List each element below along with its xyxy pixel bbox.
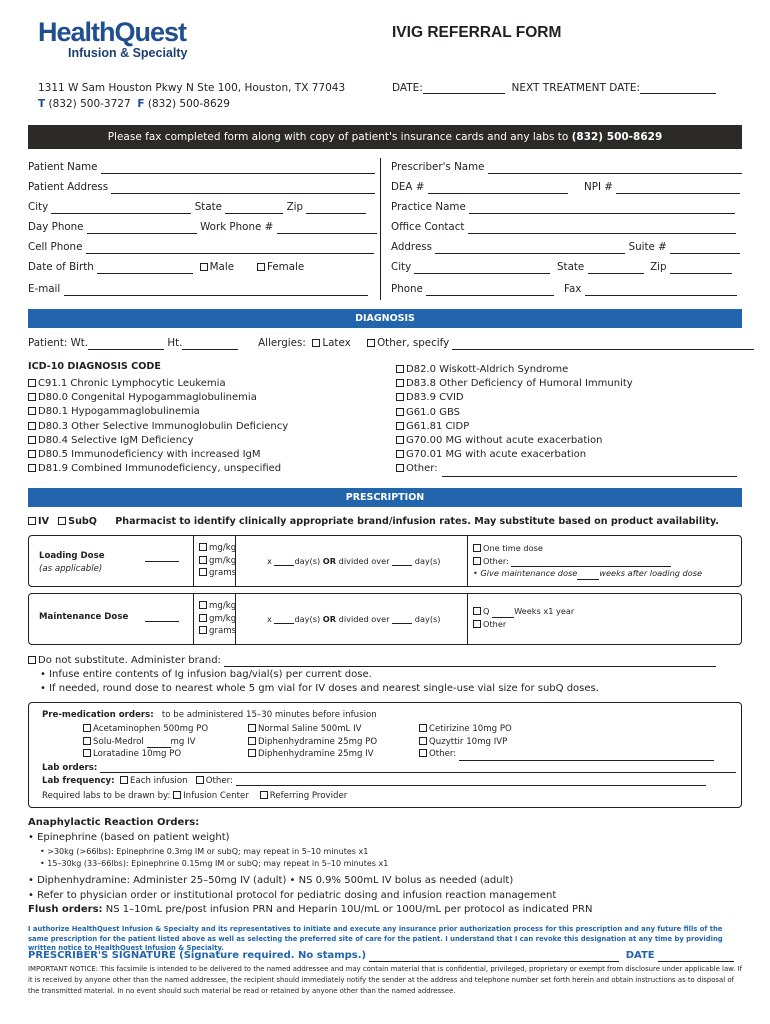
med-label: Diphenhydramine 25mg PO: [258, 736, 378, 747]
prescriber-zip-label: Zip: [650, 261, 667, 273]
weeks-field[interactable]: [577, 572, 599, 580]
diagnosis-label: D80.4 Selective IgM Deficiency: [38, 434, 194, 446]
premed-col1: [83, 723, 208, 761]
maint-days-field[interactable]: [274, 616, 294, 624]
round-dose-bullet: • If needed, round dose to nearest whole 5 gm vial for IV doses and nearest single-use vial size for subQ doses.: [40, 683, 599, 694]
diagnosis-label: D81.9 Combined Immunodeficiency, unspecified: [38, 463, 282, 475]
cell-phone-label: Cell Phone: [28, 241, 83, 253]
practice-name-label: Practice Name: [391, 201, 466, 213]
loading-dose-sub: (as applicable): [39, 564, 103, 574]
freq-other-field[interactable]: [236, 778, 706, 786]
icd-right-item: [396, 377, 737, 391]
premed-col2: [248, 723, 377, 761]
diagnosis-checkbox[interactable]: [396, 365, 404, 373]
med-label: Loratadine 10mg PO: [93, 749, 182, 759]
days-label: day(s): [294, 614, 321, 624]
one-time-checkbox[interactable]: [473, 544, 481, 552]
unit-label: gm/kg: [209, 613, 237, 624]
icd-right-item: [396, 391, 737, 405]
epinephrine-line: • Epinephrine (based on patient weight): [28, 832, 230, 843]
dob-label: Date of Birth: [28, 261, 94, 273]
weight-field[interactable]: [88, 340, 164, 350]
loading-other-checkbox[interactable]: [473, 557, 481, 565]
other-label: Other: [483, 618, 507, 629]
diagnosis-checkbox[interactable]: [28, 464, 36, 472]
mgkg-checkbox[interactable]: [199, 601, 207, 609]
form-title: IVIG REFERRAL FORM: [392, 24, 562, 41]
brand-field[interactable]: [224, 657, 716, 667]
diagnosis-checkbox[interactable]: [396, 408, 404, 416]
loading-days-field[interactable]: [274, 558, 294, 566]
diagnosis-header: DIAGNOSIS: [28, 309, 742, 328]
company-address: [38, 80, 345, 112]
freq-other-checkbox[interactable]: [196, 776, 204, 784]
icd-left-item: [28, 434, 288, 448]
column-divider: [380, 158, 381, 300]
office-contact-field[interactable]: [468, 224, 736, 234]
loading-options: [473, 542, 702, 580]
cetirizine-checkbox[interactable]: [419, 724, 427, 732]
maint-divided-field[interactable]: [392, 616, 412, 624]
loading-divided-field[interactable]: [392, 558, 412, 566]
freq-other-label: Other:: [205, 776, 233, 786]
lab-orders-field[interactable]: [100, 765, 736, 773]
diagnosis-label: G70.01 MG with acute exacerbation: [406, 449, 587, 461]
pediatric-line: • Refer to physician order or institutional protocol for pediatric dosing and infusion reaction management: [28, 890, 557, 901]
icd-left-item: [28, 462, 288, 476]
next-treatment-label: NEXT TREATMENT DATE:: [511, 82, 641, 94]
divider: [467, 593, 468, 645]
dea-field[interactable]: [428, 184, 568, 194]
med-label: Cetirizine 10mg PO: [429, 724, 512, 734]
days-label: day(s): [414, 614, 441, 624]
patient-city-field[interactable]: [51, 204, 191, 214]
diagnosis-checkbox[interactable]: [28, 422, 36, 430]
allergy-other-checkbox[interactable]: [367, 339, 375, 347]
day-phone-field[interactable]: [87, 224, 197, 234]
icd-right-item: [396, 363, 737, 377]
weight-label: Wt.: [70, 337, 89, 349]
x-label: x: [267, 556, 272, 566]
npi-field[interactable]: [616, 184, 740, 194]
patient-address-label: Patient Address: [28, 181, 109, 193]
x-label: x: [267, 614, 272, 624]
maintenance-dose-label: Maintenance Dose: [39, 612, 129, 622]
diagnosis-label: D80.0 Congenital Hypogammaglobulinemia: [38, 392, 257, 404]
one-time-label: One time dose: [483, 543, 543, 553]
gmkg-checkbox[interactable]: [199, 614, 207, 622]
unit-label: grams: [209, 626, 237, 636]
loading-dose-amount[interactable]: [145, 551, 179, 562]
icd-right-item: [396, 434, 737, 448]
icd-left-item: [28, 391, 288, 405]
diagnosis-label: D80.3 Other Selective Immunoglobulin Deficiency: [38, 420, 289, 432]
fax-label: F: [137, 98, 145, 110]
icd-right-item: [396, 420, 737, 434]
important-notice: IMPORTANT NOTICE: This facsimile is intended to be delivered to the named addressee and may contain material that is confidential, privileged, proprietary or exempt from disclosure under applicable law. If it is received by anyone other than the named addressee, the recipient should immediately notify the sender at the address and telephone number set forth herein and obtain instructions as to disposal of the transmitted material. In no event should such material be read or retained by anyone other than the named addressee.: [28, 965, 743, 995]
work-phone-label: Work Phone #: [200, 221, 274, 233]
banner-text: Please fax completed form along with copy of patient's insurance cards and any labs to: [107, 131, 569, 143]
icd-left-item: [28, 405, 288, 419]
diag-patient-label: Patient:: [28, 337, 68, 349]
premed-col3: [419, 723, 714, 761]
pharmacist-note: Pharmacist to identify clinically appropriate brand/infusion rates. May substitute based on product availability.: [115, 516, 719, 527]
prescriber-name-label: Prescriber's Name: [391, 161, 485, 173]
phone-number: (832) 500-3727: [48, 98, 131, 110]
office-contact-label: Office Contact: [391, 221, 465, 233]
diagnosis-checkbox[interactable]: [396, 464, 404, 472]
quzyttir-checkbox[interactable]: [419, 737, 427, 745]
diagnosis-checkbox[interactable]: [396, 379, 404, 387]
height-field[interactable]: [182, 340, 238, 350]
patient-city-label: City: [28, 201, 49, 213]
divider: [193, 535, 194, 587]
height-label: Ht.: [167, 337, 183, 349]
infusion-center-checkbox[interactable]: [173, 791, 181, 799]
med-label: Diphenhydramine 25mg IV: [258, 749, 374, 759]
icd-left-item: [28, 420, 288, 434]
referring-provider-checkbox[interactable]: [260, 791, 268, 799]
logo-text: HealthQuest: [38, 17, 187, 47]
divider: [235, 535, 236, 587]
fax-number: (832) 500-8629: [147, 98, 230, 110]
icd-right-item: [396, 462, 737, 476]
premed-note: to be administered 15–30 minutes before infusion: [161, 710, 377, 720]
diagnosis-other-field[interactable]: [442, 468, 737, 477]
icd-left-item: [28, 377, 288, 391]
work-phone-field[interactable]: [277, 224, 377, 234]
q-checkbox[interactable]: [473, 607, 481, 615]
prescriber-phone-field[interactable]: [426, 286, 554, 296]
loading-units: [199, 542, 236, 580]
logo-subtext: Infusion & Specialty: [68, 46, 188, 60]
icd-left-item: [28, 448, 288, 462]
acetaminophen-checkbox[interactable]: [83, 724, 91, 732]
diagnosis-checkbox[interactable]: [396, 393, 404, 401]
prescriber-city-label: City: [391, 261, 412, 273]
diagnosis-checkbox[interactable]: [396, 450, 404, 458]
divider: [467, 535, 468, 587]
solumedrol-checkbox[interactable]: [83, 737, 91, 745]
patient-state-label: State: [194, 201, 223, 213]
signature-date-field[interactable]: [658, 952, 734, 962]
premed-other-field[interactable]: [459, 753, 714, 761]
authorization-text: I authorize HealthQuest Infusion & Specialty and its representatives to initiate and execute any insurance prior authorization process for this prescription and any future fills of the same prescription for the patient listed above as well as selecting the preferred site of care for the patient. I understand that I can revoke this designation at any time by providing written notice to HealthQuest Infusion & Specialty.: [28, 925, 723, 952]
female-label: Female: [266, 261, 305, 273]
patient-zip-field[interactable]: [306, 204, 366, 214]
latex-checkbox[interactable]: [312, 339, 320, 347]
signature-label: PRESCRIBER'S SIGNATURE (Signature required. No stamps.): [28, 950, 367, 961]
company-logo: [38, 18, 187, 60]
icd-heading: ICD-10 DIAGNOSIS CODE: [28, 361, 161, 372]
saline-checkbox[interactable]: [248, 724, 256, 732]
q-weeks-field[interactable]: [492, 610, 514, 618]
male-checkbox[interactable]: [200, 263, 208, 271]
lab-orders-label: Lab orders:: [42, 763, 98, 773]
each-infusion-label: Each infusion: [130, 776, 188, 786]
diagnosis-label: D83.8 Other Deficiency of Humoral Immunity: [406, 378, 633, 390]
allergy-other-field[interactable]: [452, 340, 754, 350]
loading-dose-label: Loading Dose: [39, 551, 105, 561]
give-maint-label: • Give maintenance dose: [473, 568, 578, 578]
days-label: day(s): [294, 556, 321, 566]
flush-label: Flush orders:: [28, 904, 103, 915]
diagnosis-checkbox[interactable]: [396, 436, 404, 444]
dea-label: DEA #: [391, 181, 425, 193]
grams-checkbox[interactable]: [199, 626, 207, 634]
email-label: E-mail: [28, 283, 61, 295]
flush-orders: NS 1–10mL pre/post infusion PRN and Heparin 10U/mL or 100U/mL per protocol as indicated PRN: [105, 904, 593, 915]
referring-provider-label: Referring Provider: [269, 791, 348, 801]
diagnosis-checkbox[interactable]: [28, 393, 36, 401]
maintenance-dose-amount[interactable]: [145, 611, 179, 622]
mgiv-label: mg IV: [170, 736, 196, 747]
prescriber-fax-label: Fax: [564, 283, 582, 295]
divider: [235, 593, 236, 645]
diphen-po-checkbox[interactable]: [248, 737, 256, 745]
diagnosis-checkbox[interactable]: [396, 422, 404, 430]
loading-frequency: [267, 556, 441, 566]
day-phone-label: Day Phone: [28, 221, 84, 233]
prescriber-phone-label: Phone: [391, 283, 423, 295]
next-treatment-field[interactable]: [640, 83, 716, 94]
med-label: Normal Saline 500mL IV: [258, 724, 362, 734]
premedication-box: [28, 702, 742, 808]
diagnosis-checkbox[interactable]: [28, 436, 36, 444]
cell-phone-field[interactable]: [86, 244, 374, 254]
maintenance-frequency: [267, 614, 441, 624]
drawn-by-label: Required labs to be drawn by:: [42, 791, 171, 801]
banner-fax: (832) 500-8629: [571, 131, 663, 143]
maintenance-dose-box: [28, 593, 742, 645]
diagnosis-label: D83.9 CVID: [406, 392, 464, 404]
prescriber-name-field[interactable]: [488, 164, 742, 174]
phone-label: T: [38, 98, 46, 110]
practice-name-field[interactable]: [469, 204, 735, 214]
date-field[interactable]: [423, 83, 505, 94]
med-label: Quzyttir 10mg IVP: [429, 736, 508, 747]
med-label: Solu-Medrol: [93, 736, 144, 747]
diagnosis-label: D80.5 Immunodeficiency with increased IgM: [38, 449, 261, 461]
male-label: Male: [209, 261, 235, 273]
patient-zip-label: Zip: [286, 201, 304, 213]
med-label: Other:: [429, 749, 457, 759]
date-label: DATE:: [392, 82, 423, 94]
anaphylactic-heading: Anaphylactic Reaction Orders:: [28, 817, 200, 828]
prescriber-address-field[interactable]: [435, 244, 625, 254]
no-substitute-checkbox[interactable]: [28, 656, 36, 664]
diphen-iv-checkbox[interactable]: [248, 749, 256, 757]
prescriber-address-label: Address: [391, 241, 433, 253]
dob-field[interactable]: [97, 264, 193, 274]
patient-name-field[interactable]: [101, 164, 375, 174]
maintenance-units: [199, 600, 236, 638]
prescription-header: PRESCRIPTION: [28, 488, 742, 507]
q-label: Q: [483, 606, 490, 616]
loratadine-checkbox[interactable]: [83, 749, 91, 757]
iv-checkbox[interactable]: [28, 517, 36, 525]
loading-dose-box: [28, 535, 742, 587]
grams-checkbox[interactable]: [199, 568, 207, 576]
weeks-after-label: weeks after loading dose: [599, 568, 703, 578]
or-label: OR: [322, 614, 337, 624]
prescriber-fax-field[interactable]: [585, 286, 737, 296]
other-label: Other:: [483, 555, 509, 566]
no-substitute-label: Do not substitute. Administer brand:: [38, 655, 221, 666]
patient-address-field[interactable]: [111, 184, 375, 194]
icd-left-list: [28, 377, 288, 476]
subq-label: SubQ: [68, 516, 97, 527]
divider: [193, 593, 194, 645]
diagnosis-label: D82.0 Wiskott-Aldrich Syndrome: [406, 364, 569, 375]
npi-label: NPI #: [584, 181, 613, 193]
icd-right-item: [396, 406, 737, 420]
patient-state-field[interactable]: [225, 204, 283, 214]
weeks-x1-label: Weeks x1 year: [514, 606, 575, 616]
med-label: Acetaminophen 500mg PO: [93, 724, 209, 734]
lab-frequency-label: Lab frequency:: [42, 776, 115, 786]
diagnosis-checkbox[interactable]: [28, 450, 36, 458]
premed-other-checkbox[interactable]: [419, 749, 427, 757]
suite-field[interactable]: [670, 244, 740, 254]
mgkg-checkbox[interactable]: [199, 543, 207, 551]
prescriber-city-field[interactable]: [414, 264, 550, 274]
epinephrine-child: • 15–30kg (33–66lbs): Epinephrine 0.15mg IM or subQ; may repeat in 5–10 minutes x1: [40, 859, 389, 868]
suite-label: Suite #: [628, 241, 667, 253]
divided-label: divided over: [338, 614, 390, 624]
icd-right-list: [396, 363, 737, 477]
days-label: day(s): [414, 556, 441, 566]
allergy-other-label: Other, specify: [377, 337, 450, 349]
allergies-label: Allergies:: [258, 337, 306, 349]
prescriber-state-label: State: [557, 261, 585, 273]
female-checkbox[interactable]: [257, 263, 265, 271]
signature-date-label: DATE: [625, 950, 655, 961]
latex-label: Latex: [322, 337, 351, 349]
signature-field[interactable]: [369, 952, 619, 962]
subq-checkbox[interactable]: [58, 517, 66, 525]
diagnosis-label: G61.0 GBS: [406, 406, 460, 418]
maint-other-checkbox[interactable]: [473, 620, 481, 628]
premed-label: Pre-medication orders:: [42, 710, 154, 720]
maintenance-options: [473, 605, 574, 630]
unit-label: mg/kg: [209, 601, 237, 611]
divided-label: divided over: [338, 556, 390, 566]
diagnosis-label: C91.1 Chronic Lymphocytic Leukemia: [38, 378, 226, 389]
solumedrol-dose-field[interactable]: [147, 740, 171, 748]
diphenhydramine-line: • Diphenhydramine: Administer 25–50mg IV (adult) • NS 0.9% 500mL IV bolus as needed (adult): [28, 875, 514, 886]
patient-name-label: Patient Name: [28, 161, 98, 173]
loading-other-field[interactable]: [511, 559, 671, 567]
diagnosis-label: G61.81 CIDP: [406, 420, 470, 432]
prescriber-state-field[interactable]: [588, 264, 644, 274]
iv-label: IV: [38, 516, 49, 527]
unit-label: gm/kg: [209, 555, 237, 566]
unit-label: mg/kg: [209, 543, 237, 553]
email-field[interactable]: [64, 286, 368, 296]
epinephrine-adult: • >30kg (>66lbs): Epinephrine 0.3mg IM or subQ; may repeat in 5–10 minutes x1: [40, 847, 369, 856]
each-infusion-checkbox[interactable]: [120, 776, 128, 784]
or-label: OR: [322, 556, 337, 566]
gmkg-checkbox[interactable]: [199, 556, 207, 564]
infuse-bullet: • Infuse entire contents of Ig infusion bag/vial(s) per current dose.: [40, 669, 372, 680]
diagnosis-label: G70.00 MG without acute exacerbation: [406, 435, 603, 447]
fax-instructions-banner: [28, 125, 742, 149]
unit-label: grams: [209, 568, 237, 578]
diagnosis-checkbox[interactable]: [28, 407, 36, 415]
address-line: 1311 W Sam Houston Pkwy N Ste 100, Houston, TX 77043: [38, 82, 346, 94]
prescriber-zip-field[interactable]: [670, 264, 732, 274]
diagnosis-checkbox[interactable]: [28, 379, 36, 387]
icd-right-item: [396, 448, 737, 462]
date-line: [392, 82, 716, 94]
infusion-center-label: Infusion Center: [183, 791, 249, 801]
diagnosis-label: D80.1 Hypogammaglobulinemia: [38, 406, 200, 418]
diagnosis-label: Other:: [406, 463, 438, 475]
